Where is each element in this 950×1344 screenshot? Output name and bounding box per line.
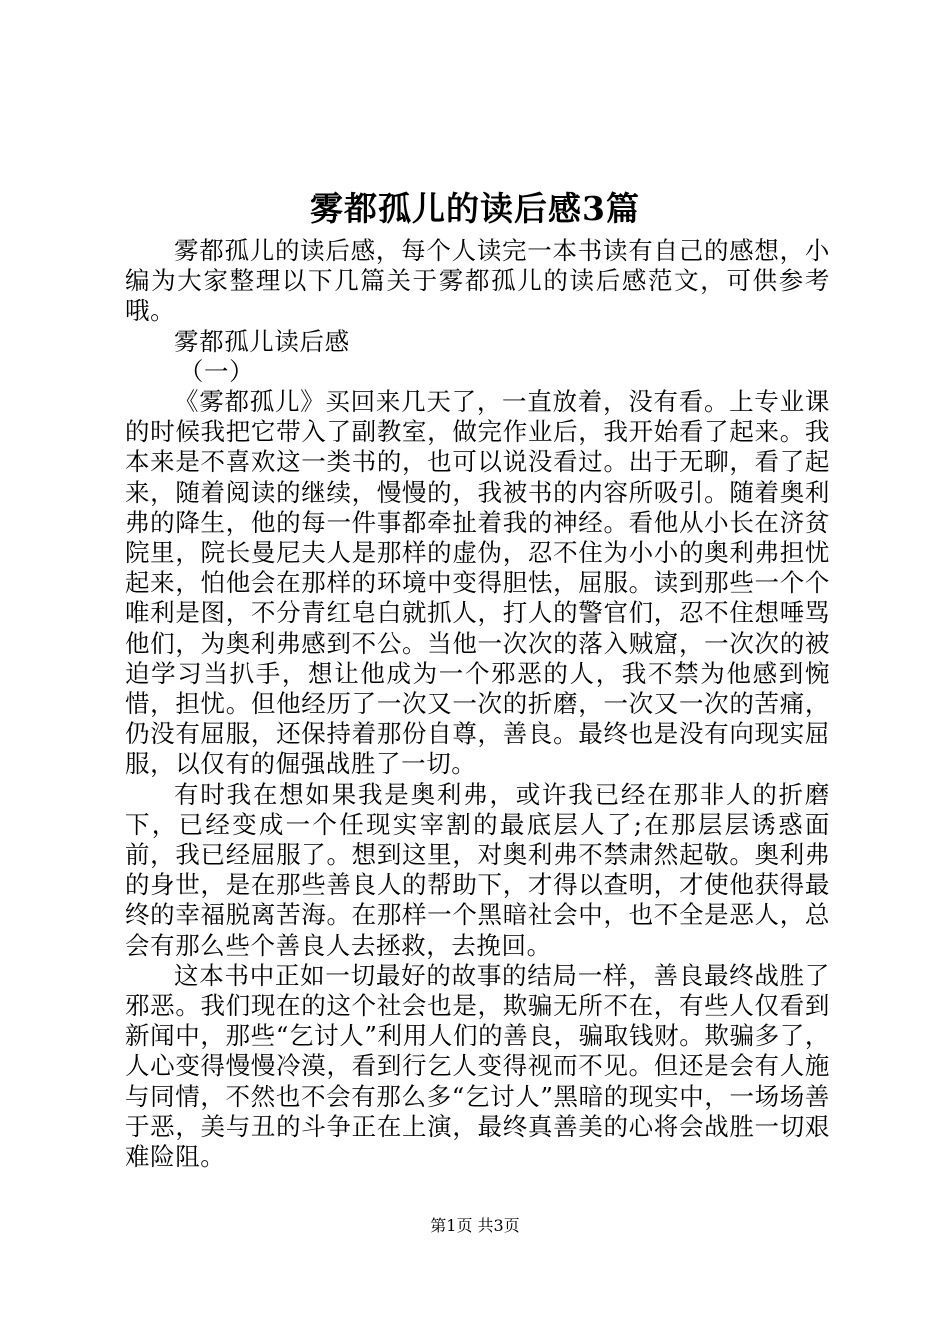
intro-paragraph: 雾都孤儿的读后感，每个人读完一本书读有自己的感想，小编为大家整理以下几篇关于雾都孤儿的读后感范文，可供参考哦。 bbox=[125, 236, 830, 326]
body-paragraph: 这本书中正如一切最好的故事的结局一样，善良最终战胜了邪恶。我们现在的这个社会也是，欺骗无所不在，有些人仅看到新闻中，那些“乞讨人”利用人们的善良，骗取钱财。欺骗多了，人心变得慢慢冷漠，看到行乞人变得视而不见。但还是会有人施与同情，不然也不会有那么多“乞讨人”黑暗的现实中，一场场善于恶，美与丑的斗争正在上演，最终真善美的心将会战胜一切艰难险阻。 bbox=[125, 960, 830, 1172]
page-footer: 第1页 共3页 bbox=[430, 1216, 520, 1235]
document-title: 雾都孤儿的读后感3篇 bbox=[310, 189, 640, 228]
document-body bbox=[125, 236, 830, 1172]
body-paragraph: 《雾都孤儿》买回来几天了，一直放着，没有看。上专业课的时候我把它带入了副教室，做完作业后，我开始看了起来。我本来是不喜欢这一类书的，也可以说没看过。出于无聊，看了起来，随着阅读的继续，慢慢的，我被书的内容所吸引。随着奥利弗的降生，他的每一件事都牵扯着我的神经。看他从小长在济贫院里，院长曼尼夫人是那样的虚伪，忍不住为小小的奥利弗担忧起来，怕他会在那样的环境中变得胆怯，屈服。读到那些一个个唯利是图，不分青红皂白就抓人，打人的警官们，忍不住想唾骂他们，为奥利弗感到不公。当他一次次的落入贼窟，一次次的被迫学习当扒手，想让他成为一个邪恶的人，我不禁为他感到惋惜，担忧。但他经历了一次又一次的折磨，一次又一次的苦痛，仍没有屈服，还保持着那份自尊，善良。最终也是没有向现实屈服，以仅有的倔强战胜了一切。 bbox=[125, 387, 830, 779]
body-paragraph: 有时我在想如果我是奥利弗，或许我已经在那非人的折磨下，已经变成一个任现实宰割的最底层人了;在那层层诱惑面前，我已经屈服了。想到这里，对奥利弗不禁肃然起敬。奥利弗的身世，是在那些善良人的帮助下，才得以查明，才使他获得最终的幸福脱离苦海。在那样一个黑暗社会中，也不全是恶人，总会有那么些个善良人去拯救，去挽回。 bbox=[125, 779, 830, 960]
section-number: （一） bbox=[178, 356, 255, 386]
section-heading: 雾都孤儿读后感 bbox=[174, 326, 350, 356]
